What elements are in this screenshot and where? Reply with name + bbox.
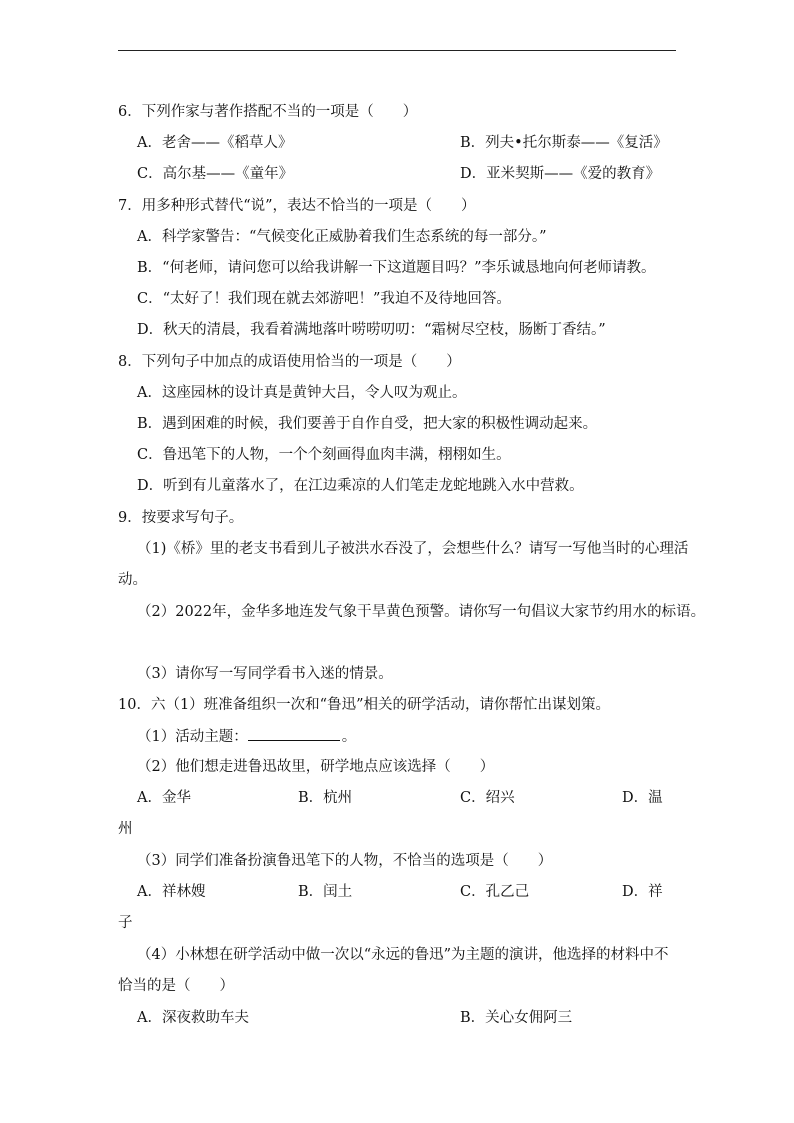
question-8-option-c: C．鲁迅笔下的人物，一个个刻画得血肉丰满，栩栩如生。: [137, 447, 511, 463]
question-9-sub2: （2）2022年，金华多地连发气象干旱黄色预警。请你写一句倡议大家节约用水的标语。: [137, 604, 706, 620]
question-10-sub3-option-a: A．祥林嫂: [137, 884, 206, 900]
question-10-sub2: （2）他们想走进鲁迅故里，研学地点应该选择（ ）: [137, 759, 495, 775]
question-8-option-d: D．听到有儿童落水了，在江边乘凉的人们笔走龙蛇地跳入水中营救。: [137, 478, 584, 494]
question-10-sub2-option-b: B．杭州: [298, 790, 353, 806]
question-7-option-a: A．科学家警告：“气候变化正威胁着我们生态系统的每一部分。”: [137, 229, 547, 245]
question-10-sub2-option-c: C．绍兴: [460, 790, 515, 806]
question-9-sub1-line2: 动。: [118, 572, 147, 588]
question-10-sub3: （3）同学们准备扮演鲁迅笔下的人物，不恰当的选项是（ ）: [137, 853, 553, 869]
question-9-stem: 9．按要求写句子。: [118, 510, 244, 526]
question-10-sub4-option-a: A．深夜救助车夫: [137, 1010, 249, 1026]
question-6-option-d: D．亚米契斯——《爱的教育》: [460, 166, 661, 182]
question-7-option-b: B．“何老师，请问您可以给我讲解一下这道题目吗？”李乐诚恳地向何老师请教。: [137, 260, 656, 276]
question-10-sub2-option-d: D．温: [622, 790, 663, 806]
answer-blank[interactable]: [248, 726, 340, 741]
question-10-sub1-suffix: 。: [341, 729, 357, 745]
question-10-stem: 10．六（1）班准备组织一次和“鲁迅”相关的研学活动，请你帮忙出谋划策。: [118, 697, 610, 713]
question-8-stem: 8．下列句子中加点的成语使用恰当的一项是（ ）: [118, 354, 461, 370]
question-7-option-c: C．“太好了！我们现在就去郊游吧！”我迫不及待地回答。: [137, 291, 511, 307]
question-10-sub2-wrap: 州: [118, 821, 133, 837]
question-6-option-c: C．高尔基——《童年》: [137, 166, 294, 182]
question-9-sub3: （3）请你写一写同学看书入迷的情景。: [137, 666, 393, 682]
question-7-stem: 7．用多种形式替代“说”，表达不恰当的一项是（ ）: [118, 198, 476, 214]
question-8-option-b: B．遇到困难的时候，我们要善于自作自受，把大家的积极性调动起来。: [137, 416, 598, 432]
question-10-sub4-option-b: B．关心女佣阿三: [460, 1010, 573, 1026]
question-6-stem: 6．下列作家与著作搭配不当的一项是（ ）: [118, 104, 418, 120]
question-6-option-b: B．列夫•托尔斯泰——《复活》: [460, 135, 668, 151]
question-10-sub4-line1: （4）小林想在研学活动中做一次以“永远的鲁迅”为主题的演讲，他选择的材料中不: [137, 947, 669, 963]
header-rule: [118, 50, 676, 51]
question-10-sub3-option-b: B．闰土: [298, 884, 353, 900]
question-10-sub3-option-c: C．孔乙己: [460, 884, 530, 900]
question-10-sub1-prefix: （1）活动主题：: [137, 729, 248, 745]
question-6-option-a: A．老舍——《稻草人》: [137, 135, 293, 151]
question-10-sub1: [137, 726, 356, 747]
question-8-option-a: A．这座园林的设计真是黄钟大吕，令人叹为观止。: [137, 385, 467, 401]
question-10-sub3-option-d: D．祥: [622, 884, 663, 900]
question-10-sub2-option-a: A．金华: [137, 790, 191, 806]
question-10-sub3-wrap: 子: [118, 915, 133, 931]
question-10-sub4-line2: 恰当的是（ ）: [118, 978, 234, 994]
question-9-sub1-line1: （1)《桥》里的老支书看到儿子被洪水吞没了，会想些什么？请写一写他当时的心理活: [137, 541, 689, 557]
question-7-option-d: D．秋天的清晨，我看着满地落叶唠唠叨叨：“霜树尽空枝，肠断丁香结。”: [137, 322, 606, 338]
